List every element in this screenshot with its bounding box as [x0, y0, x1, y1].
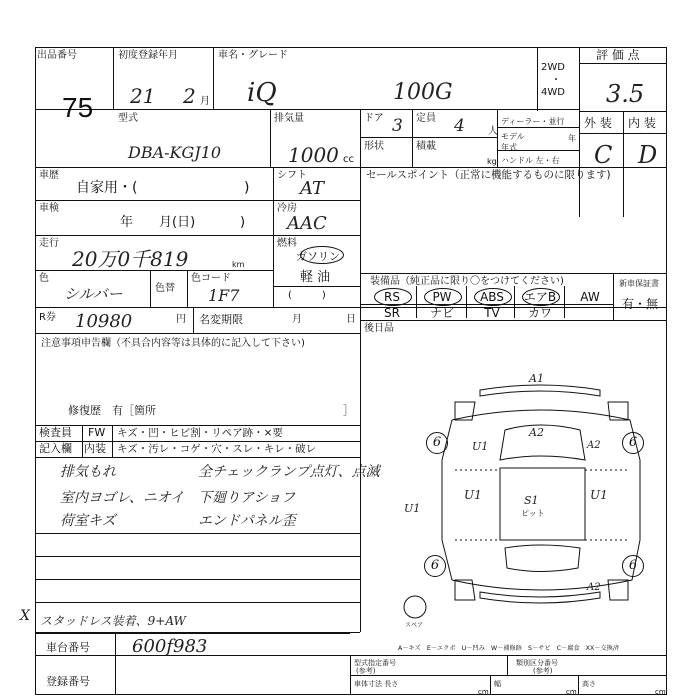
note-line: エンドパネル歪 — [198, 513, 296, 529]
color-value: シルバー — [64, 285, 123, 303]
note-line: 排気もれ — [60, 464, 116, 480]
category-label: 類別区分番号 — [516, 659, 558, 667]
model-year-label: モデル年式 — [501, 132, 525, 152]
shape-label: 形状 — [364, 141, 384, 152]
equipment-item: ABS — [480, 290, 504, 304]
mark-s1: S1 — [524, 494, 539, 507]
car-name-value: iQ — [247, 78, 277, 108]
type-designation: 型式指定番号 — [354, 659, 396, 667]
capacity-unit: 人 — [488, 126, 498, 137]
tire-note: スタッドレス装着、9+AW — [40, 614, 186, 628]
cm-3: cm — [655, 688, 666, 696]
reg-label: 初度登録年月 — [118, 50, 178, 61]
dealer-label: ディーラー・並行 — [501, 117, 565, 126]
color-code-value: 1F7 — [208, 286, 240, 305]
color-code-label: 色コード — [191, 273, 231, 284]
notes-label: 注意事項申告欄（不具合内容等は具体的に記入して下さい) — [41, 338, 305, 349]
inspection-label: 車検 — [39, 203, 59, 214]
mark-u1: U1 — [404, 502, 421, 515]
mark-a2: A2 — [587, 440, 601, 451]
fuel-label: 燃料 — [277, 238, 297, 249]
fuel-paren: ( ) — [288, 290, 326, 301]
warranty-label: 新車保証書 — [619, 279, 659, 288]
score-label: 評 価 点 — [596, 48, 640, 62]
load-unit: kg — [487, 157, 497, 166]
entry-items: キズ・汚レ・コゲ・穴・スレ・キレ・破レ — [117, 443, 317, 455]
inspector-code: FW — [88, 426, 106, 439]
equipment-item: RS — [384, 290, 400, 304]
exterior-label: 外 装 — [584, 116, 612, 130]
inspection-close: ) — [240, 215, 246, 230]
inspection-value: 年 月(日) — [120, 215, 196, 230]
capacity-value: 4 — [454, 116, 465, 136]
tire-mark: 6 — [424, 555, 446, 577]
equipment-item: カワ — [527, 306, 552, 320]
equipment-item: SR — [384, 306, 400, 320]
cm-1: cm — [478, 688, 489, 696]
door-label: ドア — [364, 113, 384, 124]
width-label: 幅 — [494, 680, 501, 688]
reg-month: 2 — [183, 84, 196, 108]
spare-label: スペア — [405, 622, 424, 629]
drive-dot: ・ — [551, 75, 561, 86]
chassis-label: 車台番号 — [46, 641, 90, 654]
color-label: 色 — [39, 273, 49, 284]
equipment-label: 装備品（純正品に限り〇をつけてください) — [370, 276, 564, 287]
repair-label: 修復歴 有［箇所 — [68, 404, 156, 417]
x-mark: X — [20, 608, 30, 624]
note-line: 下廻りアショフ — [198, 490, 296, 506]
length-label: 車体寸法 長さ — [354, 680, 399, 688]
model-value: DBA-KGJ10 — [128, 143, 222, 162]
drive-4wd: 4WD — [541, 87, 565, 98]
car-name-label: 車名・グレード — [218, 50, 288, 61]
inspector-label: 検査員 — [39, 426, 72, 439]
ref-label-2: (参考) — [533, 667, 553, 675]
mark-a2: A2 — [587, 582, 601, 593]
divider — [115, 633, 116, 695]
divider — [578, 675, 579, 695]
lot-label: 出品番号 — [37, 50, 77, 61]
equipment-item: エアB — [523, 290, 557, 304]
drive-2wd: 2WD — [541, 62, 565, 73]
note-line: 荷室キズ — [60, 513, 116, 529]
ref-label-1: (参考) — [356, 667, 376, 675]
lot-number: 75 — [62, 92, 94, 123]
handle-label: ハンドル 左・右 — [501, 156, 560, 165]
load-label: 積載 — [416, 141, 436, 152]
warranty-value: 有・無 — [622, 297, 659, 311]
mark-u1: U1 — [590, 488, 608, 502]
tire-mark: 6 — [622, 555, 644, 577]
model-year-unit: 年 — [568, 134, 576, 143]
mileage-label: 走行 — [39, 238, 59, 249]
note-line: 全チェックランプ点灯、点滅 — [198, 464, 380, 480]
displacement-label: 排気量 — [274, 113, 304, 124]
pitting-label: ピット — [521, 509, 545, 518]
shift-value: AT — [300, 178, 325, 199]
repair-close: ］ — [343, 404, 354, 417]
ac-label: 冷房 — [277, 203, 297, 214]
car-grade-value: 100G — [393, 80, 453, 105]
mark-u1: U1 — [464, 488, 482, 502]
mileage-value: 20万0千819 — [72, 247, 189, 271]
height-label: 高さ — [582, 680, 596, 688]
reg-year: 21 — [130, 84, 156, 108]
color-change-label: 色替 — [155, 283, 175, 294]
name-change-day: 日 — [346, 314, 356, 325]
mark-a2: A2 — [529, 426, 544, 439]
name-change-month: 月 — [292, 314, 302, 325]
exterior-value: C — [594, 141, 613, 169]
sales-point-label: セールスポイント（正常に機能するものに限ります) — [366, 169, 611, 181]
damage-legend: A－キズ E－エクボ U－凹み W－補修跡 S－サビ C－腐食 XX－交換済 — [398, 645, 620, 652]
recycle-label: R券 — [39, 312, 56, 323]
recycle-unit: 円 — [176, 314, 186, 325]
mark-a1: A1 — [529, 372, 544, 385]
score-value: 3.5 — [606, 80, 645, 108]
history-label: 車歴 — [39, 170, 59, 181]
divider — [35, 633, 350, 634]
rear-date-label: 後日品 — [364, 323, 394, 334]
entry-label: 記入欄 — [39, 442, 72, 455]
interior-label: 内 装 — [628, 116, 656, 130]
door-value: 3 — [392, 116, 403, 136]
divider — [350, 675, 667, 676]
displacement-value: 1000 — [288, 143, 339, 167]
history-value: 自家用・( — [76, 180, 138, 196]
entry-code: 内装 — [84, 442, 106, 455]
divider — [490, 675, 491, 695]
displacement-unit: cc — [343, 154, 354, 165]
chassis-value: 600f983 — [132, 636, 208, 657]
cm-2: cm — [566, 688, 577, 696]
ac-value: AAC — [287, 213, 327, 234]
equipment-item: PW — [432, 290, 452, 304]
equipment-item: TV — [484, 306, 500, 320]
mark-u1: U1 — [472, 440, 489, 453]
model-label: 型式 — [118, 113, 138, 124]
equipment-item: ナビ — [429, 306, 454, 320]
equipment-item: AW — [580, 290, 600, 304]
recycle-value: 10980 — [75, 311, 133, 332]
capacity-label: 定員 — [416, 113, 436, 124]
shift-label: シフト — [277, 170, 307, 181]
inspector-items: キズ・凹・ヒビ割・リペア跡・×要 — [117, 427, 283, 439]
reg-month-unit: 月 — [200, 96, 210, 107]
name-change-label: 名変期限 — [199, 313, 243, 326]
history-close: ) — [244, 180, 250, 196]
mileage-unit: km — [232, 260, 245, 269]
tire-mark: 6 — [426, 432, 448, 454]
fuel-petrol: ガソリン — [296, 250, 340, 263]
note-line: 室内ヨゴレ、ニオイ — [60, 490, 185, 506]
divider — [507, 655, 508, 675]
divider — [35, 655, 667, 656]
registration-label: 登録番号 — [46, 675, 90, 688]
interior-value: D — [638, 141, 658, 169]
fuel-light: 軽 油 — [300, 270, 331, 285]
tire-mark: 6 — [622, 432, 644, 454]
